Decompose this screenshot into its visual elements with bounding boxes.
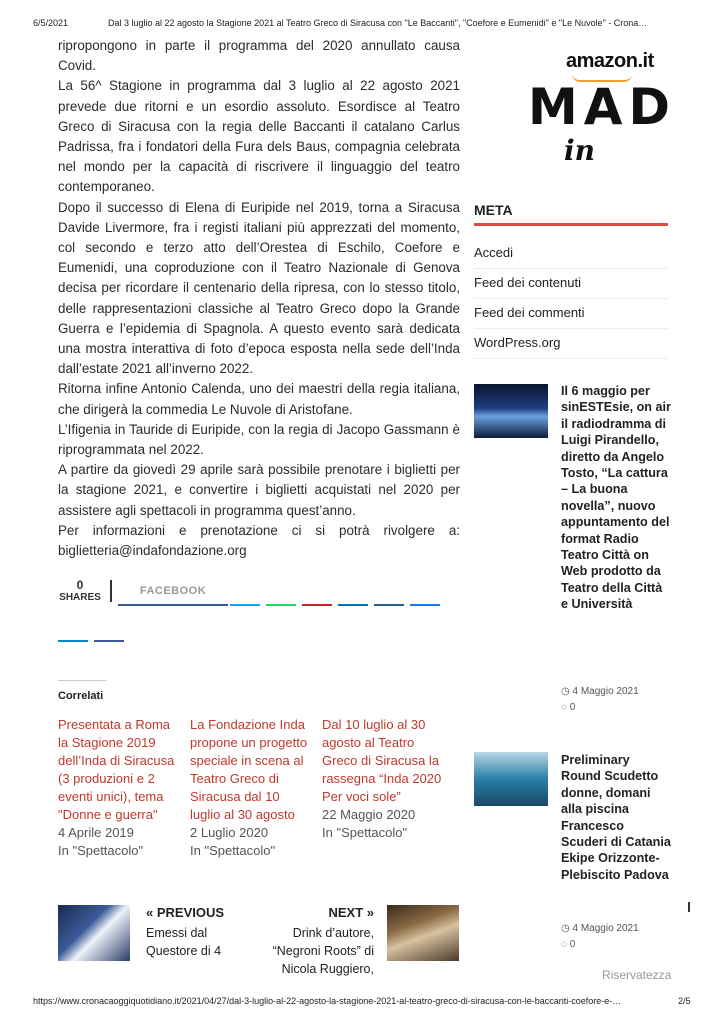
article-paragraph: Per informazioni e prenotazione ci si potrà rivolgere a: biglietteria@indafondazione.org xyxy=(58,522,460,559)
article-paragraph: L’Ifigenia in Tauride di Euripide, con la regia di Jacopo Gassmann è riprogrammata nel 2022. xyxy=(58,421,460,458)
sidebar-post-thumbnail[interactable] xyxy=(474,384,548,438)
article-paragraph: A partire da giovedì 29 aprile sarà possibile prenotare i biglietti per la stagione 2021, e convertire i biglietti acquistati nel 2020 per assistere agli spettacoli in programma quest’anno. xyxy=(58,462,460,518)
print-date: 6/5/2021 xyxy=(33,18,69,28)
meta-link-entries-feed[interactable]: Feed dei contenuti xyxy=(474,268,668,299)
previous-post-link[interactable]: « PREVIOUS xyxy=(146,905,225,920)
article-paragraph: Dopo il successo di Elena di Euripide nel 2019, torna a Siracusa Davide Livermore, fra i registi italiani più apprezzati del momento, col secondo e terzo atto dell’Orestea di Eschilo, Coefore e Eumenidi, una coproduzione con il Teatro Nazionale di Genova decisa per ricordare il centenario della ripresa, con lo stesso titolo, delle rappresentazioni classiche al Teatro Greco dopo la Grande Guerra e l’epidemia di Spagnola. A questo evento sarà dedicata una mostra interattiva di foto d’epoca esposta nella sede dell’Inda dall’estate 2021 all’inverno 2022. xyxy=(58,199,460,377)
comment-icon: ◌ xyxy=(561,702,570,713)
ad-headline: MAD xyxy=(528,78,676,136)
ad-tagline: in xyxy=(564,134,595,167)
next-post-link[interactable]: NEXT » xyxy=(328,905,374,920)
share-count: 0 xyxy=(76,578,84,592)
amazon-logo: amazon.it xyxy=(566,50,654,72)
meta-link-wordpress[interactable]: WordPress.org xyxy=(474,328,668,359)
facebook-share-button[interactable]: FACEBOOK xyxy=(118,580,228,606)
related-item[interactable] xyxy=(58,716,180,860)
related-item-date: 4 Aprile 2019 xyxy=(58,825,134,840)
meta-heading-underline xyxy=(474,223,668,226)
related-item-title[interactable]: Dal 10 luglio al 30 agosto al Teatro Greco di Siracusa la rassegna “Inda 2020 Per voci sole” xyxy=(322,717,442,804)
sidebar-post-title[interactable]: Preliminary Round Scudetto donne, domani alla piscina Francesco Scuderi di Catania Ekipe Orizzonte-Plebiscito Padova xyxy=(561,753,671,882)
meta-heading: META xyxy=(474,202,513,218)
linkedin-share-button[interactable] xyxy=(338,580,368,606)
share-count-label: SHARES xyxy=(59,592,101,603)
article-paragraph: La 56^ Stagione in programma dal 3 luglio al 22 agosto 2021 prevede due ritorni e un esordio assoluto. Esordisce al Teatro Greco di Siracusa con la regia delle Baccanti il catalano Carlus Padrissa, fra i fondatori della Fura dels Baus, compagnia celebrata nel mondo per la capacità di riscrivere il linguaggio del teatro contemporaneo. xyxy=(58,78,460,195)
sidebar-post-date-text: 4 Maggio 2021 xyxy=(572,923,639,934)
related-item[interactable] xyxy=(190,716,312,860)
sidebar-post-thumbnail[interactable] xyxy=(474,752,548,806)
sidebar-post-title[interactable]: Il 6 maggio per sinESTEsie, on air il radiodramma di Luigi Pirandello, diretto da Angelo Tosto, “La cattura – La buona novella”, nuovo appuntamento del format Radio Teatro Città on Web prodotto da Teatro della Città e Università xyxy=(561,384,671,612)
whatsapp-share-button[interactable] xyxy=(266,580,296,606)
telegram-share-button[interactable] xyxy=(58,616,88,642)
article-paragraph: Ritorna infine Antonio Calenda, uno dei maestri della regia italiana, che dirigerà la commedia Le Nuvole di Aristofane. xyxy=(58,381,460,417)
sidebar-post-date xyxy=(561,686,639,697)
next-post-title[interactable]: Drink d’autore, “Negroni Roots” di Nicola Ruggiero, xyxy=(272,926,374,976)
sidebar-post-date-text: 4 Maggio 2021 xyxy=(572,686,639,697)
amazon-ad-banner[interactable] xyxy=(474,36,676,172)
print-page-number: 2/5 xyxy=(678,996,691,1006)
scroll-edge-mark xyxy=(688,902,690,912)
messenger-share-button[interactable] xyxy=(410,580,440,606)
article-paragraph: ripropongono in parte il programma del 2020 annullato causa Covid. xyxy=(58,38,460,74)
related-item-title[interactable]: Presentata a Roma la Stagione 2019 dell’Inda di Siracusa (3 produzioni e 2 eventi unici), tema "Donne e guerra" xyxy=(58,717,175,822)
share-bar xyxy=(58,578,478,648)
meta-link-login[interactable]: Accedi xyxy=(474,238,668,269)
share-divider xyxy=(110,580,112,602)
related-item-title[interactable]: La Fondazione Inda propone un progetto speciale in scena al Teatro Greco di Siracusa dal 10 luglio al 30 agosto xyxy=(190,717,308,822)
related-item-category: In "Spettacolo" xyxy=(322,825,408,840)
sidebar-post-date xyxy=(561,923,639,934)
related-divider xyxy=(58,680,106,681)
privacy-badge[interactable]: Riservatezza xyxy=(602,968,672,982)
related-item-date: 2 Luglio 2020 xyxy=(190,825,269,840)
clock-icon: ◷ xyxy=(561,923,573,934)
share-counter xyxy=(58,578,102,603)
related-item-date: 22 Maggio 2020 xyxy=(322,807,416,822)
related-item-category: In "Spettacolo" xyxy=(190,843,276,858)
related-item-category: In "Spettacolo" xyxy=(58,843,144,858)
twitter-share-button[interactable] xyxy=(230,580,260,606)
sidebar-post-comments[interactable] xyxy=(561,939,575,950)
sidebar-post-comment-count: 0 xyxy=(569,702,576,713)
meta-link-comments-feed[interactable]: Feed dei commenti xyxy=(474,298,668,329)
related-item[interactable] xyxy=(322,716,444,842)
print-url: https://www.cronacaoggiquotidiano.it/2021/04/27/dal-3-luglio-al-22-agosto-la-stagione-2021-al-teatro-greco-di-siracusa-con-le-baccanti-coefore-e-… xyxy=(33,996,622,1006)
previous-post-title[interactable]: Emessi dal Questore di 4 xyxy=(146,926,222,958)
next-post-thumbnail[interactable] xyxy=(387,905,459,961)
sidebar-post-comment-count: 0 xyxy=(569,939,576,950)
related-heading: Correlati xyxy=(58,690,104,702)
article-body xyxy=(58,36,460,561)
sidebar-post-comments[interactable] xyxy=(561,702,575,713)
tumblr-share-button[interactable] xyxy=(374,580,404,606)
pinterest-share-button[interactable] xyxy=(302,580,332,606)
print-page-title: Dal 3 luglio al 22 agosto la Stagione 2021 al Teatro Greco di Siracusa con "Le Baccanti", "Coefore e Eumenidi" e "Le Nuvole" - Crona… xyxy=(108,18,648,28)
comment-icon: ◌ xyxy=(561,939,570,950)
previous-post-thumbnail[interactable] xyxy=(58,905,130,961)
email-share-button[interactable] xyxy=(94,616,124,642)
clock-icon: ◷ xyxy=(561,686,573,697)
